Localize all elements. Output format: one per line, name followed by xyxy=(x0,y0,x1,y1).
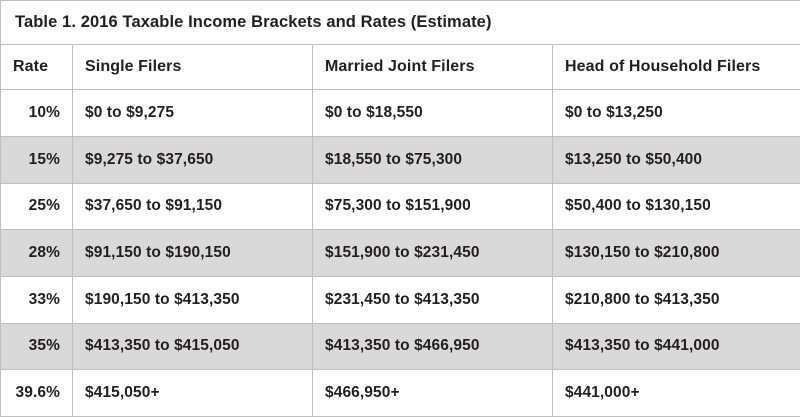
cell-rate: 15% xyxy=(1,136,73,183)
table-row xyxy=(1,230,800,277)
cell-married: $466,950+ xyxy=(313,370,553,417)
table-row xyxy=(1,90,800,137)
cell-single: $9,275 to $37,650 xyxy=(73,136,313,183)
cell-married: $413,350 to $466,950 xyxy=(313,323,553,370)
column-header-rate: Rate xyxy=(1,44,73,90)
table-row xyxy=(1,370,800,417)
cell-married: $231,450 to $413,350 xyxy=(313,276,553,323)
column-header-married-joint-filers: Married Joint Filers xyxy=(313,44,553,90)
cell-single: $413,350 to $415,050 xyxy=(73,323,313,370)
cell-rate: 10% xyxy=(1,90,73,137)
table-header-row xyxy=(1,44,800,90)
cell-head-of-household: $0 to $13,250 xyxy=(553,90,800,137)
cell-head-of-household: $210,800 to $413,350 xyxy=(553,276,800,323)
cell-head-of-household: $441,000+ xyxy=(553,370,800,417)
cell-head-of-household: $13,250 to $50,400 xyxy=(553,136,800,183)
cell-married: $151,900 to $231,450 xyxy=(313,230,553,277)
table-row xyxy=(1,183,800,230)
table-row xyxy=(1,276,800,323)
column-header-single-filers: Single Filers xyxy=(73,44,313,90)
cell-single: $0 to $9,275 xyxy=(73,90,313,137)
table-title-row xyxy=(1,1,800,45)
cell-rate: 33% xyxy=(1,276,73,323)
cell-rate: 28% xyxy=(1,230,73,277)
cell-rate: 39.6% xyxy=(1,370,73,417)
cell-married: $18,550 to $75,300 xyxy=(313,136,553,183)
cell-head-of-household: $50,400 to $130,150 xyxy=(553,183,800,230)
cell-single: $415,050+ xyxy=(73,370,313,417)
cell-single: $37,650 to $91,150 xyxy=(73,183,313,230)
cell-rate: 25% xyxy=(1,183,73,230)
cell-rate: 35% xyxy=(1,323,73,370)
column-header-head-of-household-filers: Head of Household Filers xyxy=(553,44,800,90)
cell-head-of-household: $130,150 to $210,800 xyxy=(553,230,800,277)
table-title: Table 1. 2016 Taxable Income Brackets and Rates (Estimate) xyxy=(1,1,800,45)
table-row xyxy=(1,136,800,183)
cell-head-of-household: $413,350 to $441,000 xyxy=(553,323,800,370)
cell-single: $190,150 to $413,350 xyxy=(73,276,313,323)
cell-married: $0 to $18,550 xyxy=(313,90,553,137)
cell-married: $75,300 to $151,900 xyxy=(313,183,553,230)
cell-single: $91,150 to $190,150 xyxy=(73,230,313,277)
table-row xyxy=(1,323,800,370)
